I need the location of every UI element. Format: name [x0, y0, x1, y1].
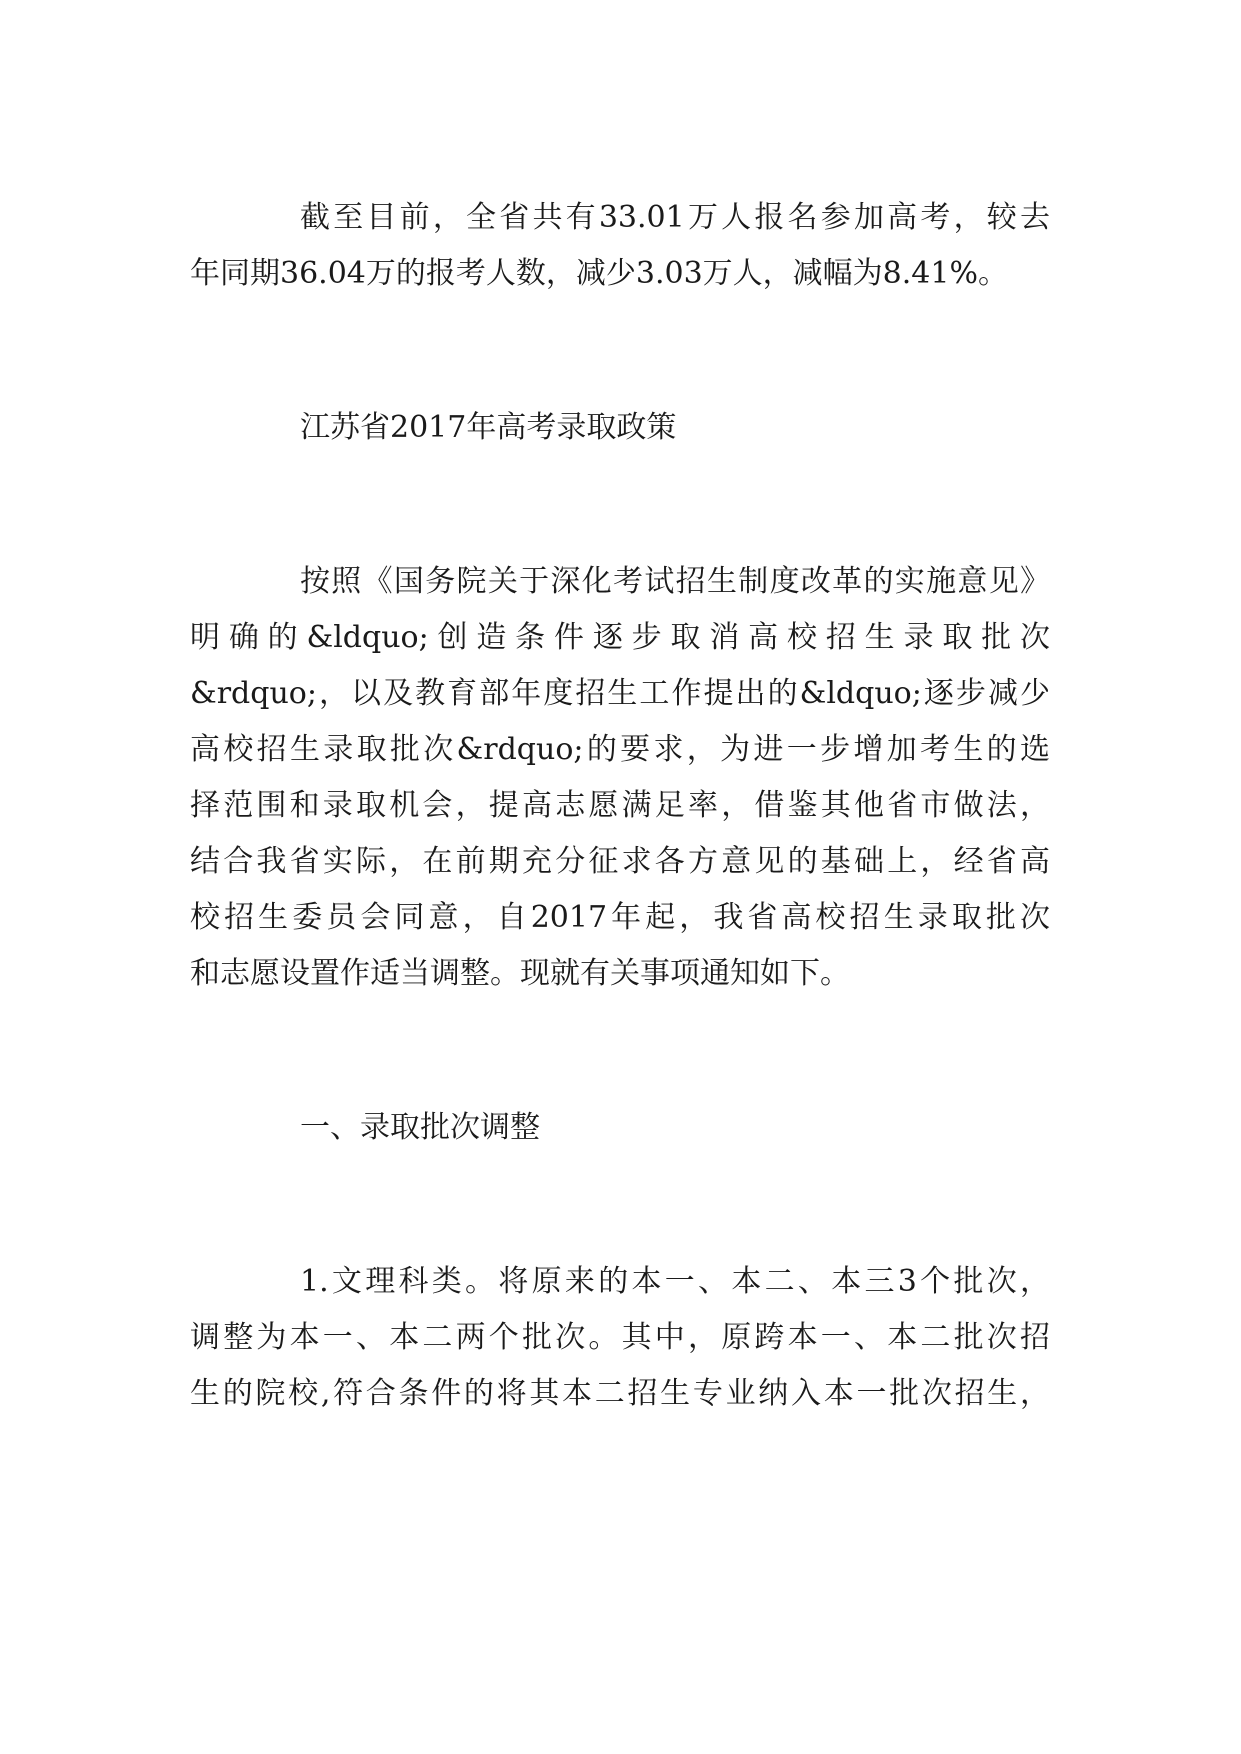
paragraph-3-line-2: 调整为本一、本二两个批次。其中，原跨本一、本二批次招	[190, 1320, 1050, 1355]
section-heading-admission-batch: 一、录取批次调整	[300, 1110, 540, 1145]
paragraph-1-line-2: 年同期36.04万的报考人数，减少3.03万人，减幅为8.41%。	[190, 256, 1008, 291]
paragraph-2-line-8: 和志愿设置作适当调整。现就有关事项通知如下。	[190, 956, 850, 991]
paragraph-2-line-7: 校招生委员会同意，自2017年起，我省高校招生录取批次	[190, 900, 1050, 935]
section-heading-policy: 江苏省2017年高考录取政策	[300, 410, 677, 445]
paragraph-1-line-1: 截至目前，全省共有33.01万人报名参加高考，较去	[300, 200, 1050, 235]
paragraph-3-line-1: 1.文理科类。将原来的本一、本二、本三3个批次，	[300, 1264, 1050, 1299]
paragraph-2-line-6: 结合我省实际，在前期充分征求各方意见的基础上，经省高	[190, 844, 1050, 879]
paragraph-2-line-2: 明确的&ldquo;创造条件逐步取消高校招生录取批次	[190, 620, 1050, 655]
paragraph-3-line-3: 生的院校,符合条件的将其本二招生专业纳入本一批次招生，	[190, 1376, 1050, 1411]
paragraph-2-line-4: 高校招生录取批次&rdquo;的要求，为进一步增加考生的选	[190, 732, 1050, 767]
paragraph-2-line-3: &rdquo;，以及教育部年度招生工作提出的&ldquo;逐步减少	[190, 676, 1050, 711]
paragraph-2-line-5: 择范围和录取机会，提高志愿满足率，借鉴其他省市做法，	[190, 788, 1050, 823]
paragraph-2-line-1: 按照《国务院关于深化考试招生制度改革的实施意见》	[300, 564, 1050, 599]
